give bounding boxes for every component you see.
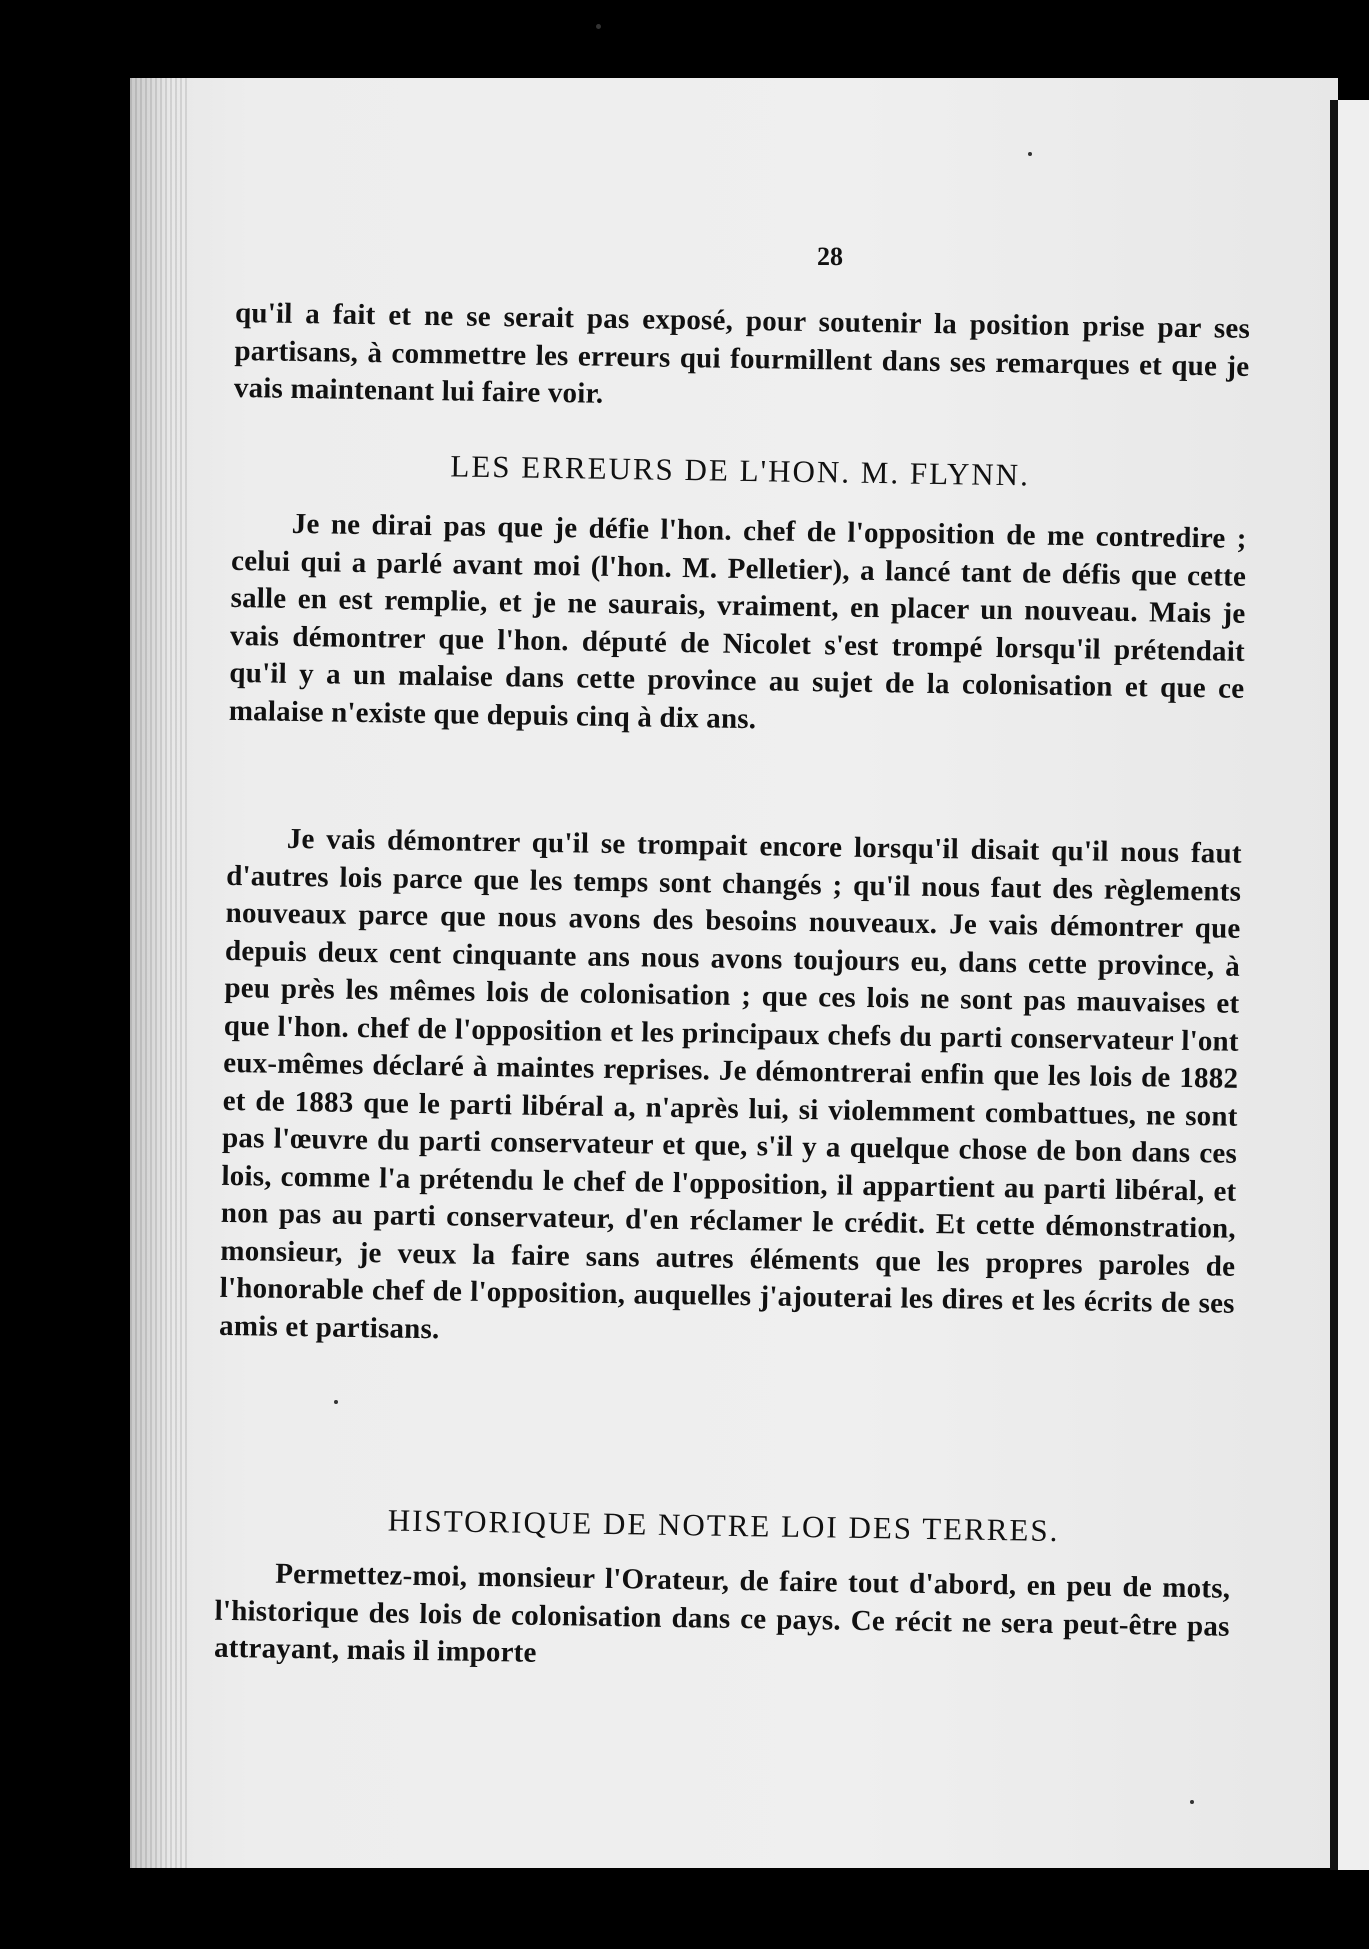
speck [596, 24, 601, 29]
speck [1028, 152, 1032, 156]
facing-page-edge [1338, 100, 1369, 1870]
speck [334, 1400, 338, 1404]
section-heading-2: HISTORIQUE DE NOTRE LOI DES TERRES. [387, 1502, 1060, 1549]
paragraph-3: Je vais démontrer qu'il se trompait encore lorsqu'il disait qu'il nous faut d'autres lois parce que les temps sont changés ; qu'il nous faut des règlements nouveaux parce que nous avons des besoins nouveaux. Je vais démontrer que depuis deux cent cinquante ans nous avons toujours eu, dans cette province, à peu près les mêmes lois de colonisation ; que ces lois ne sont pas mauvaises et que l'hon. chef de l'opposition et les principaux chefs du parti conservateur l'ont eux-mêmes déclaré à maintes reprises. Je démontrerai enfin que les lois de 1882 et de 1883 que le parti libéral a, n'après lui, si violemment combattues, ne sont pas l'œuvre du parti conservateur et que, s'il y a quelque chose de bon dans ces lois, comme l'a prétendu le chef de l'opposition, il appartient au parti libéral, et non pas au parti conservateur, d'en réclamer le crédit. Et cette démonstration, monsieur, je veux la faire sans autres éléments que les propres paroles de l'honorable chef de l'opposition, auquelles j'ajouterai les dires et les écrits de ses amis et partisans. [218, 822, 1242, 1345]
book-gutter [1330, 100, 1338, 1870]
paragraph-1: qu'il a fait et ne se serait pas exposé, pour soutenir la position prise par ses partisans, à commettre les erreurs qui fourmillent dans ses remarques et que je vais maintenant lui faire voir. [233, 296, 1251, 410]
section-heading-1: LES ERREURS DE L'HON. M. FLYNN. [450, 448, 1031, 493]
paragraph-4: Permettez-moi, monsieur l'Orateur, de faire tout d'abord, en peu de mots, l'historique des lois de colonisation dans ce pays. Ce récit ne sera peut-être pas attrayant, mais il importe [213, 1557, 1231, 1669]
page-number: 28 [817, 242, 843, 271]
speck [1190, 1800, 1194, 1804]
paragraph-2: Je ne dirai pas que je défie l'hon. chef de l'opposition de me contredire ; celui qui a parlé avant moi (l'hon. M. Pelletier), a lancé tant de défis que cette salle en est remplie, et je ne saurais, vraiment, en placer un nouveau. Mais je vais démontrer que l'hon. député de Nicolet s'est trompé lorsqu'il prétendait qu'il y a un malaise dans cette province au sujet de la colonisation et que ce malaise n'existe que depuis cinq à dix ans. [228, 507, 1247, 735]
